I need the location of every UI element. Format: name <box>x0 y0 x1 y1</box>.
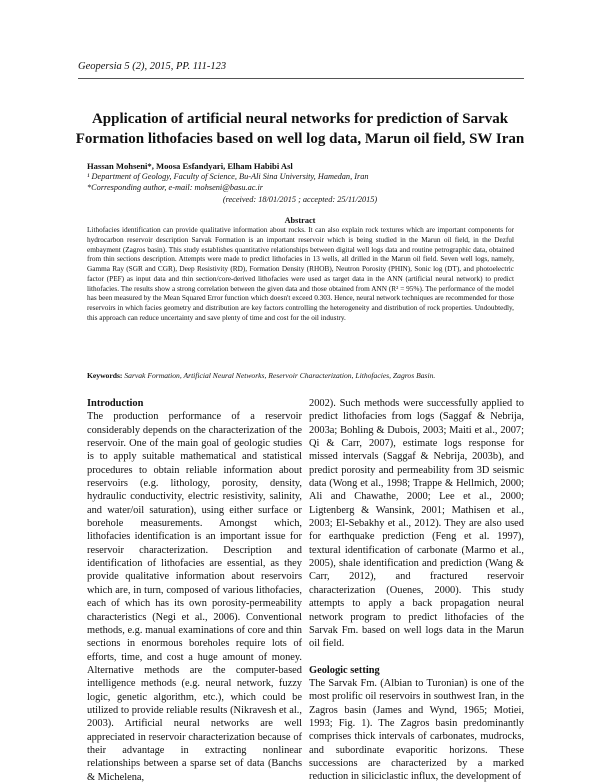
section-spacer <box>309 651 524 664</box>
geologic-setting-paragraph: The Sarvak Fm. (Albian to Turonian) is one of the most prolific oil reservoirs in southwest Iran, in the Zagros basin (James and Wynd, 1965; Motiei, 1993; Fig. 1). The Zagros basin predominantly comprises thick intervals of carbonates, mudrocks, and subordinate evaporitic horizons. These successions are characterized by a marked reduction in siliciclastic influx, the development of <box>309 677 524 783</box>
introduction-heading: Introduction <box>87 398 144 409</box>
introduction-paragraph: The production performance of a reservoir considerably depends on the characterization of the reservoir. One of the main goal of geologic studies is to apply suitable mathematical and statistical procedures to obtain reliable information about reservoirs (e.g. lithology, porosity, density, hydraulic conductivity, electric resistivity, salinity, and water/oil saturation), using either surface or borehole measurements. Amongst which, lithofacies identification is an important issue for reservoir characterization. Description and identification of lithofacies are essential, as they provide qualitative information about reservoirs which are, in turn, composed of various lithofacies, each of which has its own porosity-permeability characteristics (Negi et al., 2006). Conventional methods, e.g. manual examinations of core and thin sections in enormous boreholes require lots of efforts, time, and cost a huge amount of money. Alternative methods are the computer-based intelligence methods (e.g. neural network, fuzzy logic, genetic algorithm, etc.), which could be utilized to provide reliable results (Nikravesh et al., 2003). Artificial neural networks are well appreciated in reservoir characterization because of their advantage in extracting nonlinear relationships between a sparse set of data (Banchs & Michelena, <box>87 411 302 783</box>
abstract-heading: Abstract <box>284 216 316 225</box>
journal-citation: Geopersia 5 (2), 2015, PP. 111-123 <box>78 61 227 72</box>
received-accepted-dates: (received: 18/01/2015 ; accepted: 25/11/2015) <box>222 195 378 204</box>
affiliation: ¹ Department of Geology, Faculty of Science, Bu-Ali Sina University, Hamedan, Iran <box>87 172 369 181</box>
keywords-text: Sarvak Formation, Artificial Neural Networks, Reservoir Characterization, Lithofacies, Zagros Basin. <box>124 371 436 380</box>
keywords-label: Keywords: <box>87 371 123 380</box>
introduction-paragraph-continued: 2002). Such methods were successfully applied to predict lithofacies from logs (Saggaf & Nebrija, 2003a; Bohling & Dubois, 2003; Maiti et al., 2007; Qi & Carr, 2007), estimate logs response for missed intervals (Saggaf & Nebrija, 2003b), and predict porosity and permeability from 3D seismic data (Wong et al., 1998; Trappe & Hellmich, 2000; Ali and Chawathe, 2000; Lee et al., 2000; Ligtenberg & Wansink, 2001; Mathisen et al., 2003; El-Sebakhy et al., 2012). They are also used for earthquake prediction (Feng et al. 1997), textural identification of carbonate (Marmo et al., 2005), shale identification and prediction (Wang & Carr, 2012), and fractured reservoir characterization (Ouenes, 2000). This study attempts to apply a back propagation neural network program to predict lithofacies of the Sarvak Fm. based on well logs data in the Marun oil field. <box>309 398 524 650</box>
abstract-text: Lithofacies identification can provide qualitative information about rocks. It can also explain rock textures which are important components for hydrocarbon reservoir description Sarvak Formation is an important reservoir which is being studied in the Marun oil field, in the Dezful embayment (Zagros basin). This study establishes quantitative relationships between digital well logs data and routine petrographic data, obtained from thin sections description. Attempts were made to predict lithofacies in 13 wells, all drilled in the Marun oil field. Seven well logs, namely, Gamma Ray (SGR and CGR), Deep Resistivity (RD), Formation Density (RHOB), Neutron Porosity (PHIN), Sonic log (DT), and photoelectric factor (PEF) as input data and thin section/core-derived lithofacies were used as target data in the ANN (artificial neural network) to predict lithofacies. The results show a strong correlation between the given data and those obtained from ANN (R² = 95%). The performance of the model has been measured by the Mean Squared Error function which doesn't exceed 0.303. Hence, neural network techniques are recommended for those reservoirs in which facies geometry and distribution are key factors controlling the heterogeneity and distribution of rock properties. Undoubtedly, this approach can reduce uncertainty and save plenty of time and cost for the oil industry. <box>87 226 514 323</box>
corresponding-author: *Corresponding author, e-mail: mohseni@basu.ac.ir <box>87 183 264 192</box>
author-list: Hassan Mohseni*, Moosa Esfandyari, Elham Habibi Asl <box>87 161 293 171</box>
keywords <box>87 371 435 380</box>
geologic-setting-heading: Geologic setting <box>309 664 380 676</box>
left-column <box>87 397 302 784</box>
header-rule <box>78 78 524 79</box>
paper-title: Application of artificial neural networks for prediction of Sarvak Formation lithofacies based on well log data, Marun oil field, SW Iran <box>75 111 525 147</box>
right-column <box>309 397 524 784</box>
